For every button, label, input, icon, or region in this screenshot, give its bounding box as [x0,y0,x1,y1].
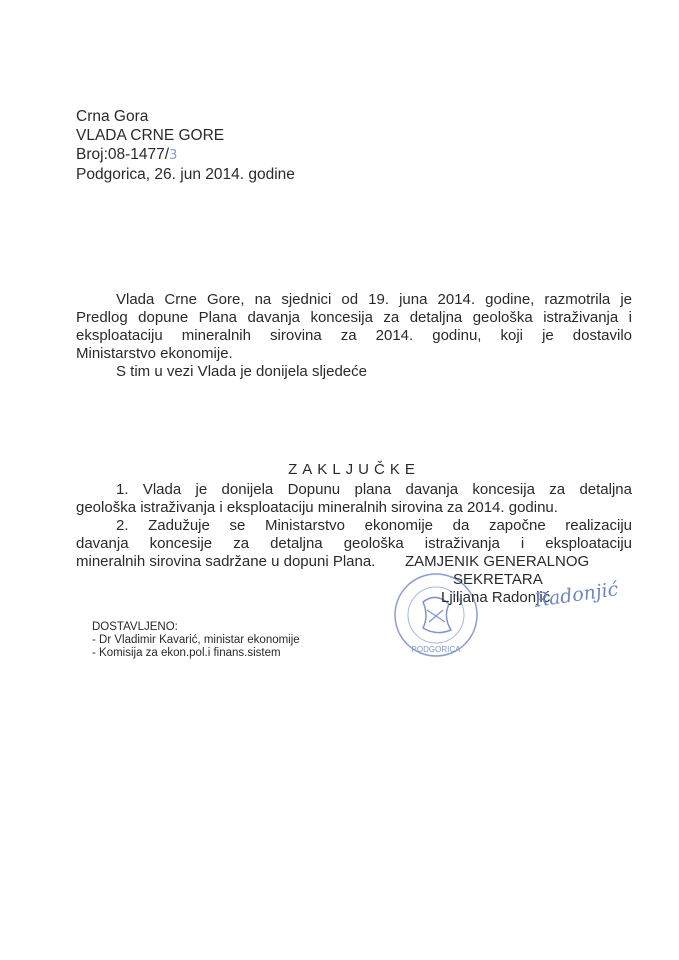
institution-name: VLADA CRNE GORE [76,127,225,144]
document-number [76,145,295,165]
delivered-title: DOSTAVLJENO: [92,621,178,633]
country-name: Crna Gora [76,108,149,125]
intro-line: Predlog dopune Plana davanja koncesija za detaljna geološka istraživanja i [76,309,632,326]
signature-title-2: SEKRETARA [453,571,543,588]
document-header [76,107,295,184]
conclusions-title: ZAKLJUČKE [288,461,420,478]
intro-line: eksploataciju mineralnih sirovina za 2014. godinu, koji je dostavilo [76,327,632,344]
conclusion-line: davanja koncesije za detaljna geološka istraživanja i eksploataciju [76,535,632,552]
conclusion-line: mineralnih sirovina sadržane u dopuni Plana. [76,553,376,570]
intro-paragraph [76,291,632,381]
conclusion-line: geološka istraživanja i eksploataciju mineralnih sirovina za 2014. godinu. [76,499,558,516]
number-prefix: Broj:08-1477/ [76,146,170,163]
handwritten-signature: Radonjić [532,578,620,612]
place-date: Podgorica, 26. jun 2014. godine [76,166,295,183]
intro-followup: S tim u vezi Vlada je donijela sljedeće [116,363,367,380]
conclusion-line: 2. Zadužuje se Ministarstvo ekonomije da započne realizaciju [116,517,632,534]
delivered-item: - Dr Vladimir Kavarić, ministar ekonomije [92,634,300,646]
conclusion-line: 1. Vlada je donijela Dopunu plana davanja koncesija za detaljna [116,481,632,498]
delivered-item: - Komisija za ekon.pol.i finans.sistem [92,647,281,659]
intro-line: Ministarstvo ekonomije. [76,345,233,362]
handwritten-number: 3 [169,148,178,163]
svg-text:PODGORICA: PODGORICA [411,645,461,654]
delivered-list [92,621,300,660]
signatory-name: Ljiljana Radonjić [441,589,551,606]
intro-line: Vlada Crne Gore, na sjednici od 19. juna 2014. godine, razmotrila je [116,291,632,308]
signature-title: ZAMJENIK GENERALNOG [405,553,590,570]
